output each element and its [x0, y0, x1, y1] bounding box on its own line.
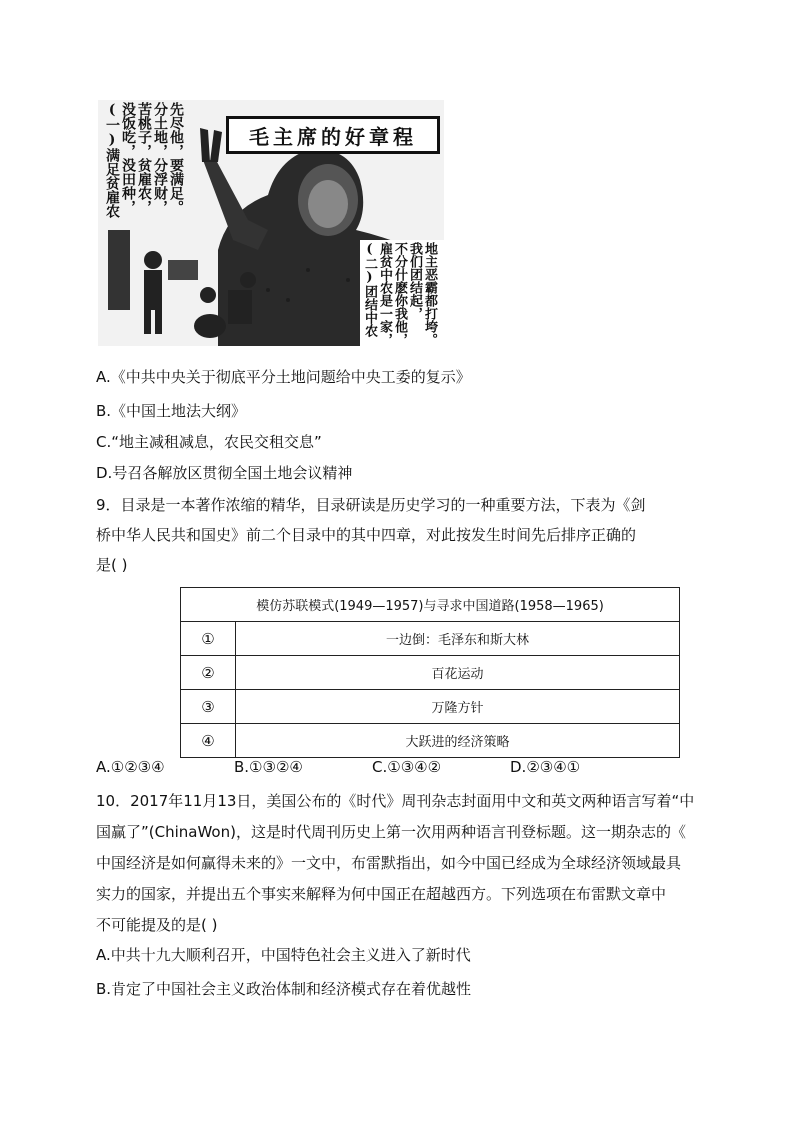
poster-right-title: (二)团结中农	[362, 242, 377, 337]
poster-image	[98, 100, 444, 346]
row-title: 百花运动	[236, 656, 680, 690]
poster-left-line-3: 分土地，分浮财，	[152, 102, 168, 214]
q10-stem	[96, 786, 700, 941]
q9-option-a: A.①②③④	[96, 758, 165, 776]
q9-stem-line-1: 9．目录是一本著作浓缩的精华，目录研读是历史学习的一种重要方法，下表为《剑	[96, 496, 646, 514]
q9-table	[180, 587, 680, 758]
q10-stem-line-2: 国赢了”(ChinaWon)，这是时代周刊历史上第一次用两种语言刊登标题。这一期杂志的《	[96, 823, 686, 841]
q9-stem-line-2: 桥中华人民共和国史》前二个目录中的其中四章，对此按发生时间先后排序正确的	[96, 526, 637, 544]
q10-stem-line-4: 实力的国家，并提出五个事实来解释为何中国正在超越西方。下列选项在布雷默文章中	[96, 885, 667, 903]
poster-left-text	[104, 102, 184, 222]
table-row	[181, 656, 680, 690]
q9-stem	[96, 490, 700, 580]
poster-right-line-2: 不分什麽你我他，	[392, 242, 407, 346]
row-number: ①	[181, 622, 236, 656]
poster-right-line-1: 雇贫中农是一家，	[377, 242, 392, 346]
poster-banner: 毛主席的好章程	[226, 116, 440, 154]
q10-option-b: B.肯定了中国社会主义政治体制和经济模式存在着优越性	[96, 980, 472, 998]
q10-stem-line-1: 10．2017年11月13日，美国公布的《时代》周刊杂志封面用中文和英文两种语言写着“中	[96, 792, 695, 810]
q9-table-header: 模仿苏联模式(1949—1957)与寻求中国道路(1958—1965)	[181, 588, 680, 622]
row-title: 一边倒：毛泽东和斯大林	[236, 622, 680, 656]
row-number: ②	[181, 656, 236, 690]
q9-options	[96, 758, 696, 782]
q8-option-a: A.《中共中央关于彻底平分土地问题给中央工委的复示》	[96, 368, 471, 386]
table-row	[181, 690, 680, 724]
q9-option-c: C.①③④②	[372, 758, 442, 776]
poster-right-line-4: 地主恶霸都打垮。	[422, 242, 437, 346]
poster-right-line-3: 我们团结起，	[407, 242, 422, 320]
q10-stem-line-3: 中国经济是如何赢得未来的》一文中，布雷默指出，如今中国已经成为全球经济领域最具	[96, 854, 682, 872]
poster-left-line-2: 苦桃子，贫雇农，	[136, 102, 152, 214]
q10-option-a: A.中共十九大顺利召开，中国特色社会主义进入了新时代	[96, 946, 471, 964]
row-number: ③	[181, 690, 236, 724]
q8-option-c: C.“地主减租减息，农民交租交息”	[96, 433, 322, 451]
poster-left-title: (一)满足贫雇农	[104, 102, 120, 218]
q9-stem-line-3: 是( )	[96, 556, 128, 574]
q10-stem-line-5: 不可能提及的是( )	[96, 916, 218, 934]
row-number: ④	[181, 724, 236, 758]
poster-right-text	[362, 242, 437, 346]
poster-left-line-4: 先尽他，要满足。	[168, 102, 184, 214]
poster-left-line-1: 没饭吃，没田种，	[120, 102, 136, 214]
row-title: 万隆方针	[236, 690, 680, 724]
q9-option-b: B.①③②④	[234, 758, 303, 776]
table-row	[181, 724, 680, 758]
q9-table-header-row	[181, 588, 680, 622]
q8-option-b: B.《中国土地法大纲》	[96, 402, 247, 420]
row-title: 大跃进的经济策略	[236, 724, 680, 758]
q8-option-d: D.号召各解放区贯彻全国土地会议精神	[96, 464, 353, 482]
q9-option-d: D.②③④①	[510, 758, 581, 776]
table-row	[181, 622, 680, 656]
